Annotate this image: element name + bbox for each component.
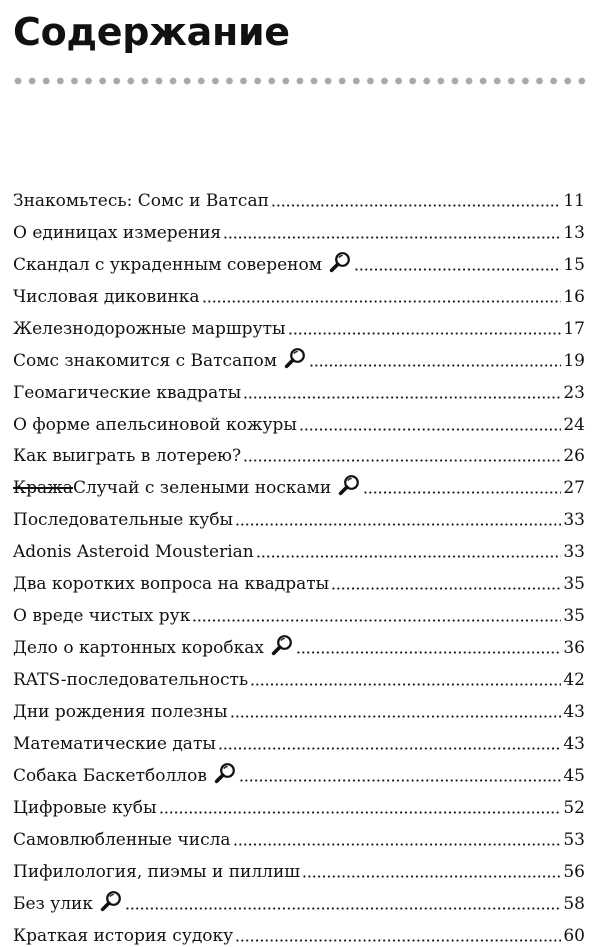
toc-entry[interactable]: [13, 499, 585, 531]
toc-entry-title-text: О форме апельсиновой кожуры: [13, 414, 297, 435]
toc-entry[interactable]: [13, 531, 585, 563]
toc-entry[interactable]: [13, 883, 585, 915]
toc-entry[interactable]: [13, 659, 585, 691]
dot-leader: [271, 204, 561, 207]
toc-entry-title: [13, 445, 241, 467]
toc-page-number: 53: [563, 829, 585, 850]
toc-entry-title-text: Геомагические квадраты: [13, 382, 242, 403]
toc-entry-title-text: О вреде чистых рук: [13, 606, 191, 627]
magnifier-icon: [213, 761, 237, 785]
toc-entry-title: [13, 925, 233, 947]
toc-entry-title-text: Последовательные кубы: [13, 510, 234, 531]
toc-entry[interactable]: [13, 819, 585, 851]
dot-leader: [250, 683, 561, 686]
toc-entry-title-text: Случай с зелеными носками: [72, 478, 332, 499]
toc-entry-title: [13, 605, 190, 627]
toc-entry[interactable]: [13, 755, 585, 787]
dot-leader: [239, 779, 561, 782]
toc-page-number: 35: [563, 606, 585, 627]
toc-entry[interactable]: [13, 595, 585, 627]
toc-entry-title: [13, 733, 216, 755]
toc-entry-title-text: Краткая история судоку: [13, 925, 234, 946]
toc-entry[interactable]: [13, 436, 585, 468]
toc-entry[interactable]: [13, 180, 585, 212]
toc-page-number: 16: [563, 286, 585, 307]
dot-leader: [363, 491, 561, 494]
toc-entry-title: [13, 222, 221, 244]
page-title: Содержание: [13, 10, 290, 54]
toc-page-number: 52: [563, 797, 585, 818]
dot-leader: [302, 875, 561, 878]
toc-page-number: 17: [563, 318, 585, 339]
dot-leader: [202, 300, 562, 303]
dot-leader: [218, 747, 561, 750]
dot-leader: [233, 843, 562, 846]
toc-page-number: 11: [563, 190, 585, 211]
toc-entry[interactable]: [13, 244, 585, 276]
toc-entry[interactable]: [13, 404, 585, 436]
dotted-divider: [11, 76, 589, 86]
magnifier-icon: [283, 346, 307, 370]
toc-entry-title: [13, 254, 322, 276]
toc-entry-title-text: Как выиграть в лотерею?: [13, 446, 242, 467]
toc-entry-title-text: Дни рождения полезны: [13, 701, 228, 722]
dot-leader: [192, 619, 561, 622]
dot-leader: [299, 428, 561, 431]
toc-entry[interactable]: [13, 467, 585, 499]
magnifier-icon: [99, 889, 123, 913]
toc-page-number: 43: [563, 733, 585, 754]
toc-entry-title-text: Сомс знакомится с Ватсапом: [13, 350, 277, 371]
dot-leader: [243, 396, 561, 399]
toc-page-number: 43: [563, 701, 585, 722]
dot-leader: [354, 268, 561, 271]
toc-entry-title: [13, 829, 231, 851]
toc-entry-title: [13, 541, 254, 563]
dot-leader: [243, 459, 561, 462]
toc-page-number: 26: [563, 446, 585, 467]
toc-entry-title: [13, 701, 228, 723]
toc-entry-title: [13, 637, 264, 659]
toc-entry-title-text: Пифилология, пиэмы и пиллиш: [13, 861, 301, 882]
dot-leader: [331, 587, 561, 590]
toc-entry[interactable]: [13, 340, 585, 372]
toc-entry[interactable]: [13, 915, 585, 947]
toc-page-number: 33: [563, 510, 585, 531]
dot-leader: [288, 332, 562, 335]
toc-entry-title: [13, 318, 286, 340]
toc-entry-title-text: Числовая диковинка: [13, 286, 200, 307]
dot-leader: [309, 364, 561, 367]
dot-leader: [235, 523, 561, 526]
toc-entry-title: [13, 893, 93, 915]
toc-entry[interactable]: [13, 691, 585, 723]
toc-entry-title-text: Цифровые кубы: [13, 797, 157, 818]
toc-entry-title: [13, 861, 300, 883]
dot-leader: [256, 555, 562, 558]
toc-page-number: 13: [563, 222, 585, 243]
toc-page-number: 36: [563, 638, 585, 659]
toc-page-number: 60: [563, 925, 585, 946]
toc-entry[interactable]: [13, 276, 585, 308]
toc-entry-title: [13, 573, 329, 595]
toc-entry-title: [13, 414, 297, 436]
toc-page-number: 33: [563, 542, 585, 563]
toc-page-number: 45: [563, 765, 585, 786]
toc-entry-title-text: О единицах измерения: [13, 222, 222, 243]
toc-entry-title-text: Самовлюбленные числа: [13, 829, 231, 850]
magnifier-icon: [270, 633, 294, 657]
toc-entry-title-text: RATS-последовательность: [13, 670, 249, 690]
toc-entry-title: [13, 350, 277, 372]
toc-page-number: 42: [563, 670, 585, 690]
toc-page-number: 19: [563, 350, 585, 371]
toc-entry[interactable]: [13, 212, 585, 244]
toc-entry-title-text: Без улик: [13, 893, 93, 914]
toc-page-number: 56: [563, 861, 585, 882]
toc-entry-title-text: Собака Баскетболлов: [13, 765, 207, 786]
toc-entry-title-text: Железнодорожные маршруты: [13, 318, 286, 339]
toc-entry[interactable]: [13, 851, 585, 883]
magnifier-icon: [328, 250, 352, 274]
dot-leader: [230, 715, 562, 718]
toc-entry[interactable]: [13, 372, 585, 404]
toc-entry-title: [13, 477, 331, 499]
dot-leader: [159, 811, 562, 814]
dot-leader: [223, 236, 561, 239]
toc-entry[interactable]: [13, 627, 585, 659]
magnifier-icon: [337, 473, 361, 497]
toc-entry-title: [13, 797, 157, 819]
toc-entry[interactable]: [13, 308, 585, 340]
toc-page-number: 27: [563, 478, 585, 499]
toc-entry-title-text: Математические даты: [13, 733, 216, 754]
toc-entry-title: [13, 765, 207, 787]
toc-entry-title: [13, 286, 200, 308]
toc-page-number: 24: [563, 414, 585, 435]
toc-entry[interactable]: [13, 723, 585, 755]
dot-leader: [125, 907, 561, 910]
toc-entry[interactable]: [13, 787, 585, 819]
toc-page-number: 23: [563, 382, 585, 403]
dot-leader: [235, 939, 561, 942]
toc-page-number: 15: [563, 254, 585, 275]
toc-entry-title: [13, 382, 241, 404]
toc-entry-title: [13, 190, 269, 212]
toc-entry-title-text: Дело о картонных коробках: [13, 638, 264, 659]
toc-entry-title: [13, 669, 248, 691]
toc-entry-title: [13, 509, 233, 531]
toc-entry-title-text: Знакомьтесь: Сомс и Ватсап: [13, 190, 269, 211]
dot-leader: [296, 651, 561, 654]
toc-entry-title-text: Adonis Asteroid Mousterian: [13, 542, 254, 563]
toc-entry-title-text: Скандал с украденным совереном: [13, 254, 322, 275]
toc-entry[interactable]: [13, 563, 585, 595]
table-of-contents: [13, 180, 585, 947]
toc-entry-struck-text: Кража: [13, 478, 73, 499]
toc-entry-title-text: Два коротких вопроса на квадраты: [13, 574, 330, 595]
toc-page-number: 58: [563, 893, 585, 914]
toc-page-number: 35: [563, 574, 585, 595]
